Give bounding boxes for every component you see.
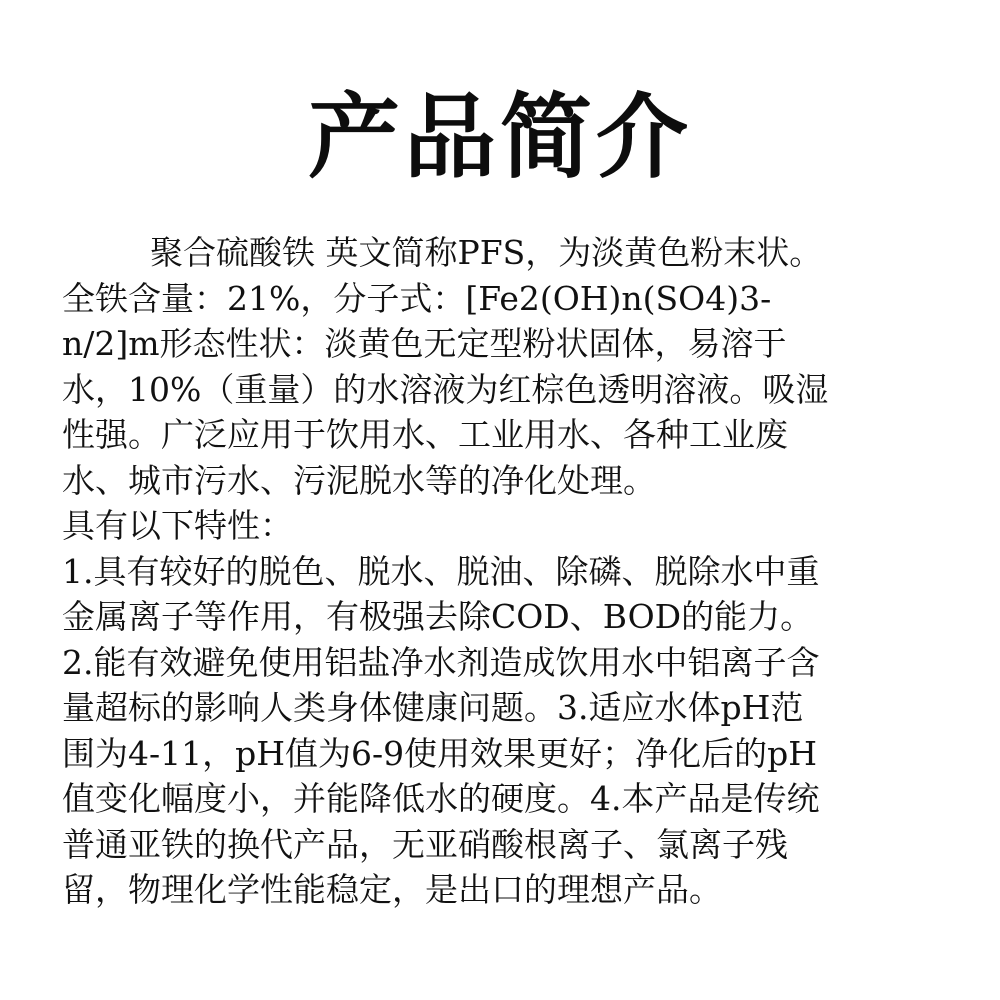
- text-line-2: 全铁含量：21%，分子式：[Fe2(OH)n(SO4)3-: [62, 278, 772, 318]
- text-line-13: 值变化幅度小，并能降低水的硬度。4.本产品是传统: [62, 779, 820, 818]
- text-line-9: 金属离子等作用，有极强去除COD、BOD的能力。: [62, 597, 814, 636]
- text-line-6: 水、城市污水、污泥脱水等的净化处理。: [62, 460, 656, 500]
- text-line-3: n/2]m形态性状：淡黄色无定型粉状固体，易溶于: [62, 324, 787, 363]
- text-line-12: 围为4-11，pH值为6-9使用效果更好；净化后的pH: [62, 733, 818, 773]
- text-line-15: 留，物理化学性能稳定，是出口的理想产品。: [62, 870, 722, 909]
- text-line-4: 水，10%（重量）的水溶液为红棕色透明溶液。吸湿: [62, 369, 829, 409]
- text-line-1: 聚合硫酸铁 英文简称PFS，为淡黄色粉末状。: [150, 233, 823, 272]
- text-line-8: 1.具有较好的脱色、脱水、脱油、除磷、脱除水中重: [62, 551, 820, 591]
- page-title: 产品简介: [307, 83, 692, 191]
- text-line-14: 普通亚铁的换代产品，无亚硝酸根离子、氯离子残: [62, 824, 788, 864]
- product-description: [62, 230, 947, 913]
- features-heading: 具有以下特性：: [62, 506, 293, 545]
- text-line-5: 性强。广泛应用于饮用水、工业用水、各种工业废: [62, 415, 788, 454]
- text-line-10: 2.能有效避免使用铝盐净水剂造成饮用水中铝离子含: [62, 642, 820, 682]
- text-line-11: 量超标的影响人类身体健康问题。3.适应水体pH范: [62, 688, 804, 727]
